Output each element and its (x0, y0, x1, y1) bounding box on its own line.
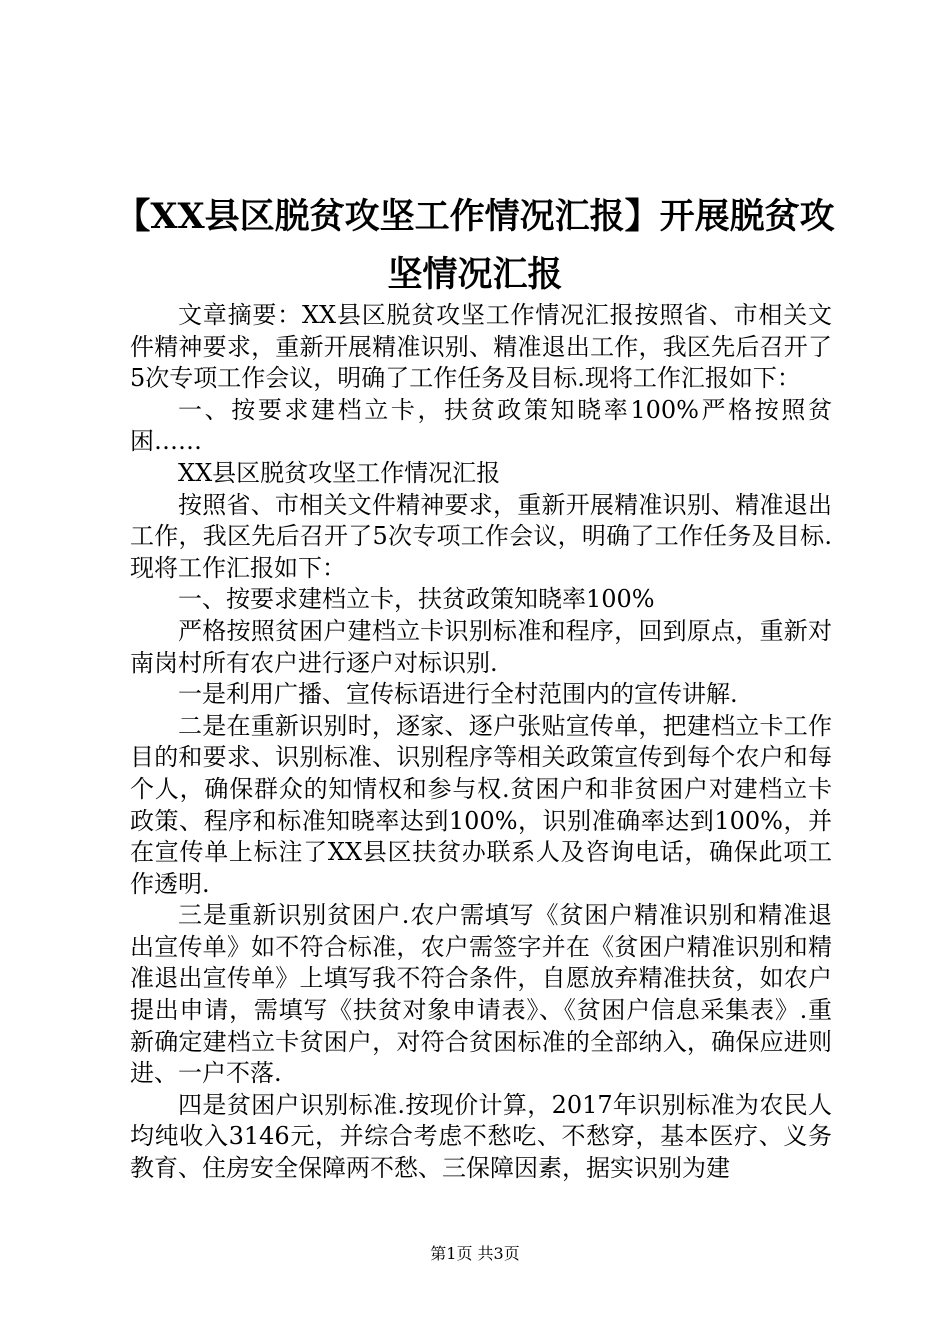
body-paragraph: 按照省、市相关文件精神要求，重新开展精准识别、精准退出工作，我区先后召开了5次专项工作会议，明确了工作任务及目标.现将工作汇报如下： (130, 490, 832, 582)
body-paragraph: 严格按照贫困户建档立卡识别标准和程序，回到原点，重新对南岗村所有农户进行逐户对标识别. (130, 616, 832, 677)
document-body (130, 300, 832, 1185)
document-title: 【XX县区脱贫攻坚工作情况汇报】开展脱贫攻坚情况汇报 (115, 196, 835, 295)
page-footer: 第1页 共3页 (430, 1244, 520, 1263)
body-paragraph: 一是利用广播、宣传标语进行全村范围内的宣传讲解. (178, 680, 738, 709)
body-paragraph: 二是在重新识别时，逐家、逐户张贴宣传单，把建档立卡工作目的和要求、识别标准、识别程序等相关政策宣传到每个农户和每个人，确保群众的知情权和参与权.贫困户和非贫困户对建档立卡政策、程序和标准知晓率达到100%，识别准确率达到100%，并在宣传单上标注了XX县区扶贫办联系人及咨询电话，确保此项工作透明. (130, 711, 832, 898)
abstract-continuation: 一、按要求建档立卡，扶贫政策知晓率100%严格按照贫困…… (130, 395, 832, 456)
abstract-paragraph: 文章摘要：XX县区脱贫攻坚工作情况汇报按照省、市相关文件精神要求，重新开展精准识别、精准退出工作，我区先后召开了5次专项工作会议，明确了工作任务及目标.现将工作汇报如下： (130, 301, 832, 393)
section-heading: XX县区脱贫攻坚工作情况汇报 (178, 458, 501, 487)
body-paragraph: 三是重新识别贫困户.农户需填写《贫困户精准识别和精准退出宣传单》如不符合标准，农户需签字并在《贫困户精准识别和精准退出宣传单》上填写我不符合条件，自愿放弃精准扶贫，如农户提出申请，需填写《扶贫对象申请表》、《贫困户信息采集表》.重新确定建档立卡贫困户，对符合贫困标准的全部纳入，确保应进则进、一户不落. (130, 901, 832, 1088)
body-paragraph: 一、按要求建档立卡，扶贫政策知晓率100% (178, 585, 655, 614)
body-paragraph: 四是贫困户识别标准.按现价计算，2017年识别标准为农民人均纯收入3146元，并综合考虑不愁吃、不愁穿，基本医疗、义务教育、住房安全保障两不愁、三保障因素，据实识别为建 (130, 1090, 832, 1183)
